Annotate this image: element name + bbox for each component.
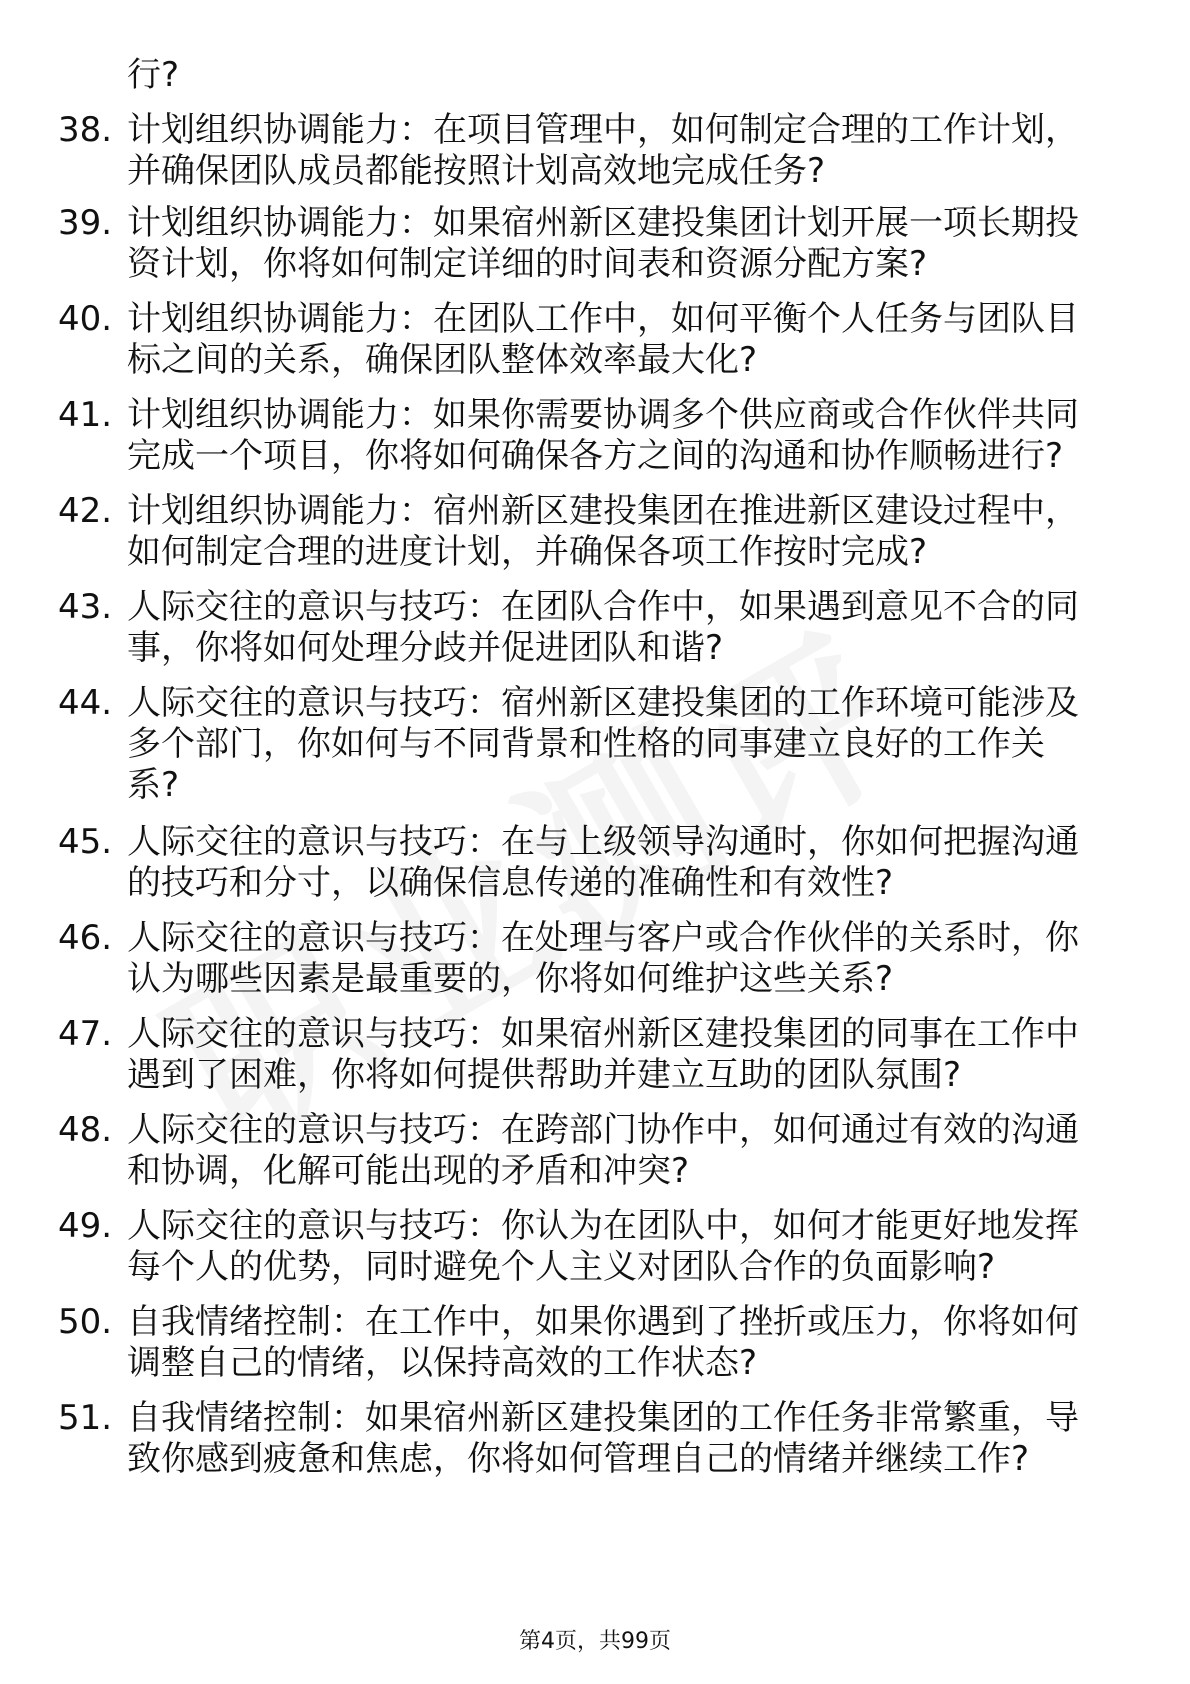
question-number: 38. — [58, 110, 113, 150]
question-number: 41. — [58, 395, 113, 435]
question-number: 48. — [58, 1110, 113, 1150]
question-line: 人际交往的意识与技巧：宿州新区建投集团的工作环境可能涉及 — [127, 683, 1079, 723]
question-number: 50. — [58, 1302, 113, 1342]
question-number: 51. — [58, 1398, 113, 1438]
question-number: 43. — [58, 587, 113, 627]
question-number: 44. — [58, 683, 113, 723]
question-line: 计划组织协调能力：在项目管理中，如何制定合理的工作计划， — [127, 110, 1079, 150]
question-line: 人际交往的意识与技巧：在处理与客户或合作伙伴的关系时，你 — [127, 918, 1079, 958]
question-number: 42. — [58, 491, 113, 531]
question-line: 自我情绪控制：在工作中，如果你遇到了挫折或压力，你将如何 — [127, 1302, 1079, 1342]
question-line: 计划组织协调能力：在团队工作中，如何平衡个人任务与团队目 — [127, 299, 1079, 339]
question-line: 人际交往的意识与技巧：如果宿州新区建投集团的同事在工作中 — [127, 1014, 1079, 1054]
question-line: 人际交往的意识与技巧：你认为在团队中，如何才能更好地发挥 — [127, 1206, 1079, 1246]
question-number: 45. — [58, 822, 113, 862]
question-line: 人际交往的意识与技巧：在团队合作中，如果遇到意见不合的同 — [127, 587, 1079, 627]
question-line: 计划组织协调能力：如果宿州新区建投集团计划开展一项长期投 — [127, 203, 1079, 243]
question-line: 计划组织协调能力：宿州新区建投集团在推进新区建设过程中， — [127, 491, 1079, 531]
question-line: 每个人的优势，同时避免个人主义对团队合作的负面影响? — [127, 1247, 996, 1287]
question-number: 39. — [58, 203, 113, 243]
page-footer: 第4页，共99页 — [519, 1629, 671, 1654]
question-number: 40. — [58, 299, 113, 339]
question-line: 行? — [127, 55, 180, 95]
question-line: 资计划，你将如何制定详细的时间表和资源分配方案? — [127, 244, 928, 284]
question-line: 人际交往的意识与技巧：在跨部门协作中，如何通过有效的沟通 — [127, 1110, 1079, 1150]
question-line: 自我情绪控制：如果宿州新区建投集团的工作任务非常繁重，导 — [127, 1398, 1079, 1438]
question-line: 遇到了困难，你将如何提供帮助并建立互助的团队氛围? — [127, 1055, 962, 1095]
question-line: 系? — [127, 765, 180, 805]
question-line: 如何制定合理的进度计划，并确保各项工作按时完成? — [127, 532, 928, 572]
question-line: 并确保团队成员都能按照计划高效地完成任务? — [127, 151, 826, 191]
question-line: 调整自己的情绪，以保持高效的工作状态? — [127, 1343, 758, 1383]
question-number: 47. — [58, 1014, 113, 1054]
question-line: 致你感到疲惫和焦虑，你将如何管理自己的情绪并继续工作? — [127, 1439, 1030, 1479]
question-line: 事，你将如何处理分歧并促进团队和谐? — [127, 628, 724, 668]
question-number: 49. — [58, 1206, 113, 1246]
question-line: 和协调，化解可能出现的矛盾和冲突? — [127, 1151, 690, 1191]
question-line: 标之间的关系，确保团队整体效率最大化? — [127, 340, 758, 380]
question-line: 完成一个项目，你将如何确保各方之间的沟通和协作顺畅进行? — [127, 436, 1064, 476]
question-line: 认为哪些因素是最重要的，你将如何维护这些关系? — [127, 959, 894, 999]
question-line: 多个部门，你如何与不同背景和性格的同事建立良好的工作关 — [127, 724, 1045, 764]
question-number: 46. — [58, 918, 113, 958]
question-line: 计划组织协调能力：如果你需要协调多个供应商或合作伙伴共同 — [127, 395, 1079, 435]
question-line: 人际交往的意识与技巧：在与上级领导沟通时，你如何把握沟通 — [127, 822, 1079, 862]
question-line: 的技巧和分寸，以确保信息传递的准确性和有效性? — [127, 863, 894, 903]
